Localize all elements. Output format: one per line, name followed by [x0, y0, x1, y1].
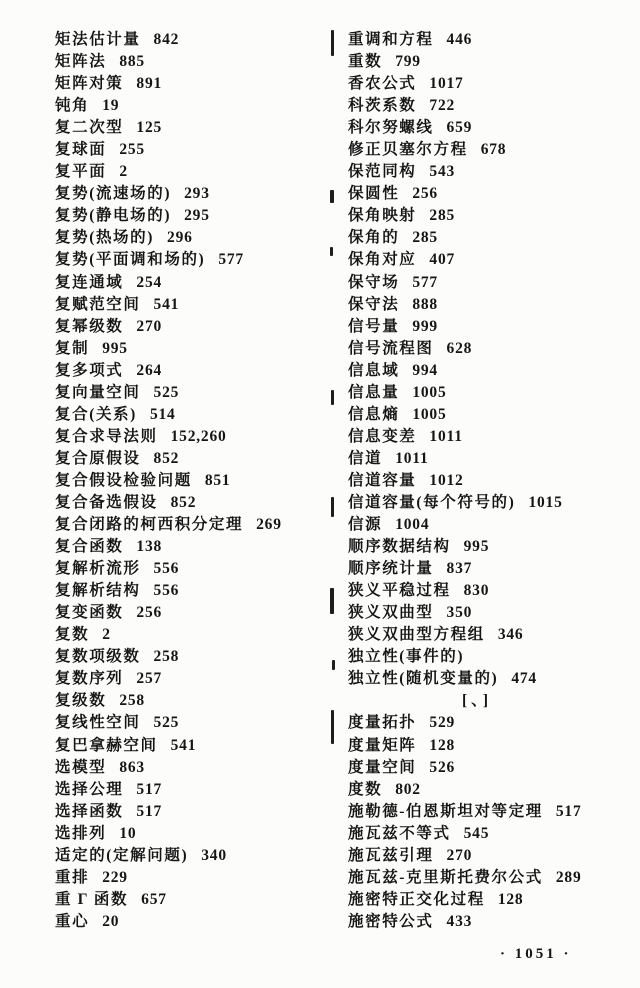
index-page-number: 517 — [136, 780, 163, 798]
index-term: 复多项式 — [55, 361, 124, 379]
index-entry — [55, 757, 343, 779]
index-term: 重 Γ 函数 — [55, 890, 129, 908]
index-page-number: 577 — [412, 273, 438, 291]
index-entry — [348, 779, 636, 801]
index-entry — [348, 624, 636, 646]
index-page-number: 293 — [184, 185, 210, 203]
index-term: 科尔努螺线 — [348, 119, 434, 137]
scan-artifact — [330, 588, 334, 614]
index-entry — [55, 712, 343, 734]
radical-section-divider — [348, 690, 606, 712]
index-page-number: 1005 — [412, 405, 447, 423]
index-page-number: 285 — [412, 229, 438, 247]
index-page-number: 852 — [153, 449, 180, 467]
index-term: 复势(流速场的) — [55, 185, 172, 203]
index-term: 度量矩阵 — [348, 736, 417, 754]
index-term: 保角对应 — [348, 251, 417, 269]
index-term: 香农公式 — [348, 75, 417, 93]
index-term: 信道 — [348, 449, 383, 467]
index-entry — [348, 117, 636, 139]
index-page-number: 837 — [446, 560, 473, 578]
index-term: 复幂级数 — [55, 317, 124, 335]
index-entry — [55, 845, 343, 867]
index-entry — [348, 580, 636, 602]
index-term: 信道容量(每个符号的) — [348, 493, 516, 511]
index-page-number: 526 — [429, 758, 456, 776]
index-page-number: 254 — [136, 273, 163, 291]
index-term: 信号流程图 — [348, 339, 434, 357]
scan-artifact — [332, 660, 335, 670]
index-term: 度量空间 — [348, 758, 417, 776]
index-term: 复二次型 — [55, 119, 124, 137]
index-page-number: 10 — [119, 824, 137, 842]
scan-artifact — [330, 190, 334, 203]
index-term: 重心 — [55, 912, 90, 930]
index-entry — [55, 338, 343, 360]
index-page-number: 830 — [463, 582, 490, 600]
index-page-number: 346 — [497, 626, 524, 644]
index-entry — [55, 646, 343, 668]
index-term: 复合求导法则 — [55, 427, 158, 445]
index-term: 复解析流形 — [55, 560, 141, 578]
index-page-number: 514 — [149, 405, 176, 423]
index-term: 保守场 — [348, 273, 400, 291]
radical-section-label: [、] — [461, 692, 493, 710]
index-term: 施勒德-伯恩斯坦对等定理 — [348, 802, 543, 820]
index-page-number: 285 — [429, 207, 456, 225]
index-term: 施密特正交化过程 — [348, 890, 485, 908]
index-term: 保圆性 — [348, 185, 400, 203]
index-term: 选排列 — [55, 824, 107, 842]
index-term: 狭义双曲型 — [348, 604, 434, 622]
index-term: 复合闭路的柯西积分定理 — [55, 516, 244, 534]
index-page-number: 525 — [153, 714, 180, 732]
index-term: 信息变差 — [348, 427, 417, 445]
index-term: 钝角 — [55, 97, 90, 115]
index-term: 矩阵对策 — [55, 75, 124, 93]
index-term: 复解析结构 — [55, 582, 141, 600]
index-entry — [55, 117, 343, 139]
index-entry — [55, 536, 343, 558]
index-entry — [348, 161, 636, 183]
index-entry — [348, 360, 636, 382]
index-entry — [55, 29, 343, 51]
index-page-number: 628 — [446, 339, 473, 357]
index-entry — [348, 757, 636, 779]
index-page-number: 258 — [119, 692, 145, 710]
index-term: 选模型 — [55, 758, 107, 776]
index-entry — [55, 183, 343, 205]
index-page-number: 1015 — [528, 493, 563, 511]
index-page-number: 1011 — [395, 449, 429, 467]
index-page-number: 541 — [170, 736, 197, 754]
index-page-number: 799 — [395, 53, 421, 71]
index-term: 施瓦兹-克里斯托费尔公式 — [348, 868, 543, 886]
index-page-number: 995 — [102, 339, 128, 357]
index-page-number: 270 — [136, 317, 163, 335]
index-entry — [348, 845, 636, 867]
index-term: 复合备选假设 — [55, 493, 158, 511]
index-page-number: 20 — [102, 912, 120, 930]
index-term: 复级数 — [55, 692, 107, 710]
index-page-number: 1017 — [429, 75, 464, 93]
scan-artifact — [331, 30, 334, 56]
index-entry — [55, 889, 343, 911]
index-page-number: 258 — [153, 648, 180, 666]
index-entry — [55, 294, 343, 316]
index-term: 度量拓扑 — [348, 714, 417, 732]
index-term: 复制 — [55, 339, 90, 357]
index-entry — [348, 382, 636, 404]
index-page-number: 152,260 — [170, 427, 227, 445]
index-term: 复巴拿赫空间 — [55, 736, 158, 754]
index-entry — [55, 823, 343, 845]
index-term: 信息量 — [348, 383, 400, 401]
index-term: 重调和方程 — [348, 31, 434, 48]
index-term: 复合(关系) — [55, 405, 137, 423]
index-entry — [348, 602, 636, 624]
index-entry — [348, 558, 636, 580]
index-entry — [55, 580, 343, 602]
index-page-number: 891 — [136, 75, 163, 93]
index-term: 信源 — [348, 516, 383, 534]
index-page-number: 529 — [429, 714, 456, 732]
index-entry — [348, 294, 636, 316]
index-page-number: 1012 — [429, 471, 464, 489]
index-entry — [348, 404, 636, 426]
index-page-number: 545 — [463, 824, 490, 842]
index-term: 复数 — [55, 626, 90, 644]
index-page-number: 999 — [412, 317, 438, 335]
scan-artifact — [331, 390, 334, 405]
index-entry — [55, 801, 343, 823]
index-entry — [348, 668, 636, 690]
index-entry — [348, 448, 636, 470]
index-page-number: 340 — [201, 846, 227, 864]
index-term: 保角的 — [348, 229, 400, 247]
index-entry — [348, 823, 636, 845]
index-term: 狭义平稳过程 — [348, 582, 451, 600]
index-page-number: 842 — [153, 31, 180, 48]
index-entry — [55, 73, 343, 95]
index-entry — [348, 712, 636, 734]
index-page-number: 852 — [170, 493, 197, 511]
index-page-number: 556 — [153, 560, 180, 578]
index-page-number: 802 — [395, 780, 421, 798]
index-entry — [55, 779, 343, 801]
index-entry — [55, 558, 343, 580]
index-page-number: 128 — [429, 736, 456, 754]
index-entry — [55, 448, 343, 470]
index-page-number: 256 — [412, 185, 438, 203]
index-page-number: 863 — [119, 758, 145, 776]
index-entry — [348, 492, 636, 514]
index-entry — [348, 227, 636, 249]
index-entry — [348, 272, 636, 294]
index-entry — [348, 801, 636, 823]
index-entry — [348, 470, 636, 492]
index-entry — [55, 272, 343, 294]
index-page-number: 289 — [555, 868, 582, 886]
index-page-number: 678 — [480, 141, 507, 159]
index-entry — [55, 470, 343, 492]
index-term: 复变函数 — [55, 604, 124, 622]
index-entry — [55, 867, 343, 889]
index-entry — [55, 360, 343, 382]
index-term: 保守法 — [348, 295, 400, 313]
index-entry — [348, 338, 636, 360]
index-term: 复平面 — [55, 163, 107, 181]
index-page-number: 295 — [184, 207, 210, 225]
index-term: 复向量空间 — [55, 383, 141, 401]
index-term: 修正贝塞尔方程 — [348, 141, 468, 159]
index-term: 重排 — [55, 868, 90, 886]
index-page-number: 2 — [102, 626, 111, 644]
index-entry — [348, 889, 636, 911]
index-term: 信号量 — [348, 317, 400, 335]
index-entry — [55, 316, 343, 338]
index-page-number: 1004 — [395, 516, 430, 534]
index-entry — [55, 668, 343, 690]
index-page-number: 851 — [204, 471, 231, 489]
index-entry — [348, 514, 636, 536]
index-page-number: 256 — [136, 604, 163, 622]
index-page-number: 556 — [153, 582, 180, 600]
index-entry — [55, 404, 343, 426]
index-entry — [348, 205, 636, 227]
index-entry — [348, 95, 636, 117]
index-entry — [55, 227, 343, 249]
index-entry — [55, 426, 343, 448]
index-page-number: 407 — [429, 251, 456, 269]
index-term: 保范同构 — [348, 163, 417, 181]
index-page-number: 2 — [119, 163, 128, 181]
index-page-number: 517 — [555, 802, 582, 820]
index-term: 复合函数 — [55, 538, 124, 556]
index-entry — [55, 51, 343, 73]
index-entry — [348, 316, 636, 338]
scan-artifact — [331, 710, 334, 744]
index-term: 复数项级数 — [55, 648, 141, 666]
index-term: 选择函数 — [55, 802, 124, 820]
index-term: 复势(平面调和场的) — [55, 251, 206, 269]
index-entry — [55, 624, 343, 646]
index-entry — [55, 911, 343, 933]
index-term: 顺序数据结构 — [348, 538, 451, 556]
index-entry — [55, 249, 343, 271]
index-entry — [348, 735, 636, 757]
index-entry — [55, 95, 343, 117]
scan-artifact — [331, 497, 334, 517]
index-term: 复合假设检验问题 — [55, 471, 192, 489]
index-page-number: 577 — [218, 251, 244, 269]
index-page-number: 885 — [119, 53, 145, 71]
index-term: 独立性(随机变量的) — [348, 670, 499, 688]
index-page-number: 125 — [136, 119, 163, 137]
index-entry — [348, 29, 636, 51]
index-term: 适定的(定解问题) — [55, 846, 189, 864]
index-page-number: 517 — [136, 802, 163, 820]
index-entry — [348, 183, 636, 205]
index-entry — [348, 867, 636, 889]
index-page-number: 255 — [119, 141, 145, 159]
index-page-number: 525 — [153, 383, 180, 401]
index-term: 重数 — [348, 53, 383, 71]
index-entry — [55, 602, 343, 624]
index-term: 复线性空间 — [55, 714, 141, 732]
index-term: 施瓦兹不等式 — [348, 824, 451, 842]
index-term: 施瓦兹引理 — [348, 846, 434, 864]
index-page-number: 269 — [256, 516, 282, 534]
scan-artifact — [330, 247, 333, 256]
index-term: 复数序列 — [55, 670, 124, 688]
index-term: 保角映射 — [348, 207, 417, 225]
index-entry — [55, 514, 343, 536]
index-term: 信息熵 — [348, 405, 400, 423]
index-term: 复赋范空间 — [55, 295, 141, 313]
index-left-column — [55, 29, 343, 933]
index-page-number: 19 — [102, 97, 120, 115]
index-entry — [348, 249, 636, 271]
index-term: 选择公理 — [55, 780, 124, 798]
index-entry — [55, 492, 343, 514]
index-page-number: 888 — [412, 295, 438, 313]
index-entry — [348, 426, 636, 448]
index-term: 信道容量 — [348, 471, 417, 489]
index-term: 复势(热场的) — [55, 229, 155, 247]
index-page-number: 229 — [102, 868, 128, 886]
index-term: 独立性(事件的) — [348, 648, 465, 666]
index-page-number: 722 — [429, 97, 456, 115]
index-term: 度数 — [348, 780, 383, 798]
index-page-number: 1011 — [429, 427, 463, 445]
index-entry — [348, 139, 636, 161]
index-entry — [55, 690, 343, 712]
index-page-number: 296 — [167, 229, 193, 247]
index-term: 顺序统计量 — [348, 560, 434, 578]
index-page-number: 657 — [141, 890, 167, 908]
index-entry — [55, 735, 343, 757]
index-entry — [348, 911, 636, 933]
index-entry — [55, 205, 343, 227]
index-entry — [348, 73, 636, 95]
index-page-number: 264 — [136, 361, 163, 379]
index-term: 复球面 — [55, 141, 107, 159]
index-term: 施密特公式 — [348, 912, 434, 930]
index-entry — [348, 51, 636, 73]
index-page-number: 543 — [429, 163, 456, 181]
index-page-number: 350 — [446, 604, 473, 622]
index-page-number: 541 — [153, 295, 180, 313]
index-entry — [55, 382, 343, 404]
index-term: 信息域 — [348, 361, 400, 379]
index-page-number: 433 — [446, 912, 473, 930]
index-term: 复连通域 — [55, 273, 124, 291]
index-right-column — [348, 29, 636, 933]
index-page-number: 270 — [446, 846, 473, 864]
index-page-number: 446 — [446, 31, 473, 48]
index-term: 复势(静电场的) — [55, 207, 172, 225]
index-term: 科茨系数 — [348, 97, 417, 115]
index-page-number: 994 — [412, 361, 438, 379]
index-entry — [55, 139, 343, 161]
index-page-number: 995 — [463, 538, 490, 556]
index-entry — [348, 536, 636, 558]
index-page-number: 138 — [136, 538, 163, 556]
index-term: 复合原假设 — [55, 449, 141, 467]
index-term: 狭义双曲型方程组 — [348, 626, 485, 644]
page-number-footer: · 1051 · — [500, 946, 572, 962]
index-page-number: 257 — [136, 670, 163, 688]
index-page-number: 474 — [511, 670, 537, 688]
index-page-number: 1005 — [412, 383, 447, 401]
index-term: 矩阵法 — [55, 53, 107, 71]
index-entry — [348, 646, 636, 668]
index-entry — [55, 161, 343, 183]
index-page-number: 128 — [497, 890, 524, 908]
index-term: 矩法估计量 — [55, 31, 141, 48]
index-page-number: 659 — [446, 119, 473, 137]
